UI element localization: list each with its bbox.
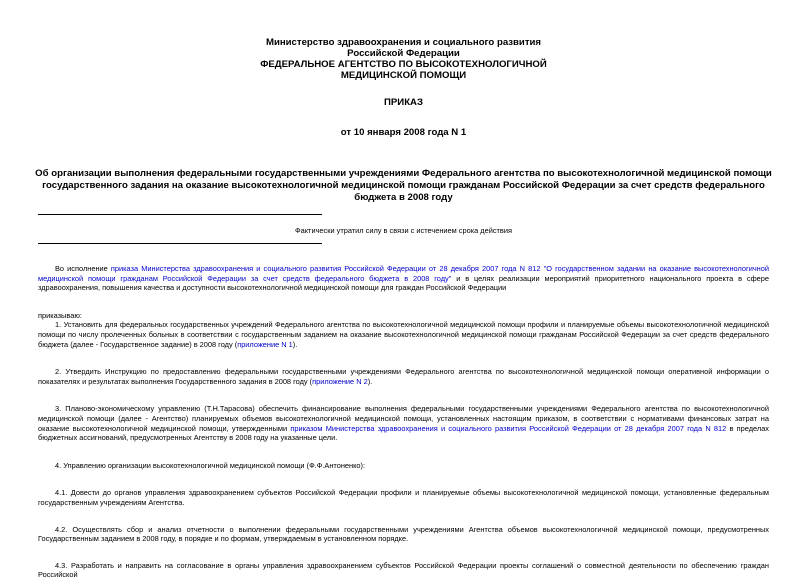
order-type: ПРИКАЗ	[384, 97, 423, 108]
preamble-start: Во исполнение	[55, 264, 111, 273]
order-812-link-2[interactable]: приказом Министерства здравоохранения и социального развития Российской Федерации от 28 декабря 2007 года N 812	[290, 423, 727, 433]
item-4-paragraph: 4. Управлению организации высокотехнологичной медицинской помощи (Ф.Ф.Антоненко):	[55, 460, 366, 470]
item-4-3-paragraph: 4.3. Разработать и направить на согласование в органы управления здравоохранением субъектов Российской Федерации проекты соглашений о совместной деятельности по обеспечению граждан Российской	[38, 560, 769, 580]
item-1-paragraph	[38, 320, 769, 349]
item-1-text: 1. Установить для федеральных государственных учреждений Федерального агентства по высокотехнологичной медицинской помощи профили и планируемые объемы высокотехнологичной медицинской помощи по числу пролеченных больных в соответствии с государственным заданием на оказание высокотехнологичной медицинской помощи гражданам Российской Федерации за счет средств федерального бюджета (далее - Государственное задание) в 2008 году (	[38, 320, 769, 349]
item-2-text: 2. Утвердить Инструкцию по предоставлению федеральными государственными учреждениями Федерального агентства по высокотехнологичной медицинской помощи оперативной информации о показателях и результатах выполнения Государственного задания в 2008 году (	[38, 367, 769, 386]
item-4-2-paragraph: 4.2. Осуществлять сбор и анализ отчетности о выполнении федеральными государственными учреждениями Агентства объемов высокотехнологичной медицинской помощи, предусмотренных Государственным заданием в 2008 году, в порядке и по формам, утверждаемым в установленном порядке.	[38, 524, 769, 544]
item-2-paragraph	[38, 367, 769, 386]
organization-header	[0, 37, 807, 81]
item-3-text: 3. Планово-экономическому управлению (Т.Н.Тарасова) обеспечить финансирование выполнения федеральными государственными учреждениями Федерального агентства по высокотехнологичной медицинской помощи (далее - Агентство) планируемых объемов высокотехнологичной медицинской помощи, установленных настоящим приказом, в соответствии с нормативами финансовых затрат на оказание высокотехнологичной медицинской помощи, утвержденными	[38, 404, 769, 433]
agency-name-line1: ФЕДЕРАЛЬНОЕ АГЕНТСТВО ПО ВЫСОКОТЕХНОЛОГИЧНОЙ	[260, 59, 547, 70]
order-word: приказываю:	[38, 310, 82, 320]
country-name: Российской Федерации	[347, 48, 460, 59]
agency-name-line2: МЕДИЦИНСКОЙ ПОМОЩИ	[340, 70, 467, 81]
item-1-end: ).	[292, 339, 298, 349]
order-812-link[interactable]: приказа Министерства здравоохранения и социального развития Российской Федерации от 28 декабря 2007 года N 812 "О государственном задании на оказание высокотехнологичной медицинской помощи гражданам Российской Федерации за счет средств федерального бюджета в 2008 году"	[38, 264, 769, 283]
item-3-end: в пределах бюджетных ассигнований, предусмотренных Агентству в 2008 году на указанные цели.	[38, 423, 770, 443]
status-divider-top	[38, 214, 322, 215]
appendix-2-link[interactable]: приложение N 2	[312, 376, 368, 386]
document-title: Об организации выполнения федеральными государственными учреждениями Федерального агентства по высокотехнологичной медицинской помощи государственного задания на оказание высокотехнологичной медицинской помощи гражданам Российской Федерации за счет средств федерального бюджета в 2008 году	[35, 168, 772, 203]
status-note: Фактически утратил силу в связи с истечением срока действия	[295, 226, 512, 235]
preamble-end: и в целях реализации мероприятий приоритетного национального проекта в сфере здравоохранения, повышения качества и доступности высокотехнологичной медицинской помощи для граждан Российской Федерации	[38, 273, 769, 293]
order-date: от 10 января 2008 года N 1	[340, 127, 467, 138]
item-3-paragraph	[38, 404, 769, 442]
document-body	[38, 264, 769, 580]
appendix-1-link[interactable]: приложение N 1	[237, 339, 293, 349]
status-divider-bottom	[38, 243, 322, 244]
preamble-paragraph	[38, 264, 769, 293]
item-2-end: ).	[367, 376, 373, 386]
item-4-1-paragraph: 4.1. Довести до органов управления здравоохранением субъектов Российской Федерации профили и планируемые объемы высокотехнологичной медицинской помощи, установленные федеральным государственным учреждениям Агентства.	[38, 488, 769, 507]
ministry-name: Министерство здравоохранения и социального развития	[265, 37, 542, 48]
